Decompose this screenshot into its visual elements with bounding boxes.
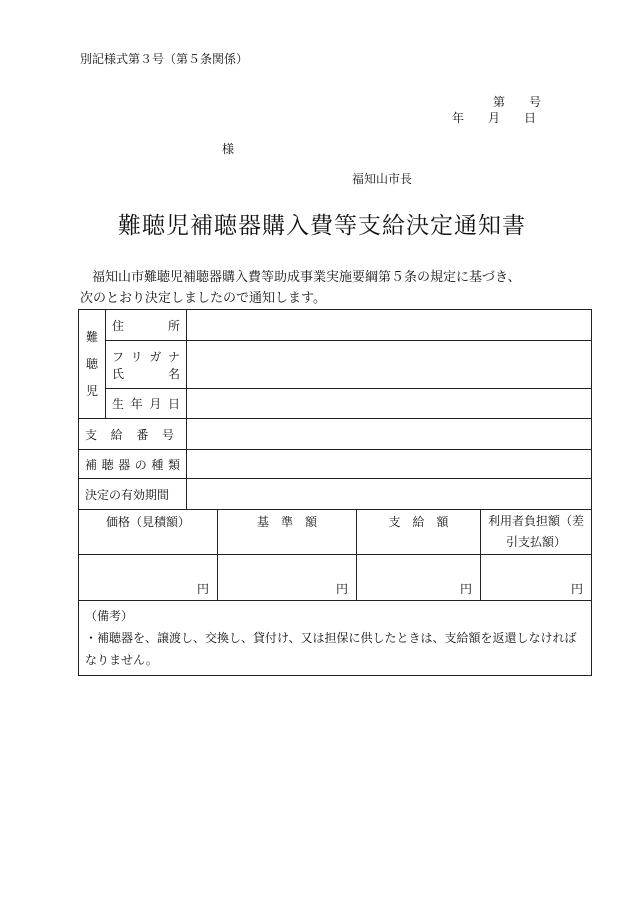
payment-number-label-char: 号: [161, 427, 174, 442]
user-burden-header: 利用者負担額（差引支払額）: [481, 510, 592, 555]
payment-amount-cell[interactable]: [357, 555, 481, 601]
furigana-label-char: フ: [112, 349, 125, 364]
remarks-cell: [79, 601, 592, 676]
document-title: 難聴児補聴器購入費等支給決定通知書: [118, 213, 526, 239]
price-header: 価格（見積額）: [79, 510, 218, 555]
child-group-char-3: 児: [85, 383, 98, 398]
body-text-line-2: 次のとおり決定しましたので通知します。: [80, 291, 326, 306]
standard-yen-label: 円: [335, 582, 348, 596]
birth-label-char: 生: [112, 397, 125, 411]
furigana-label-char: リ: [130, 349, 143, 364]
document-number-line: 第 号: [493, 95, 542, 109]
remarks-text: ・補聴器を、譲渡し、交換し、貸付け、又は担保に供したときは、支給額を返還しなければなりません。: [85, 631, 577, 667]
name-label-char: 名: [167, 366, 180, 381]
payment-number-label-char: 給: [110, 427, 123, 442]
child-group-label: [79, 310, 106, 419]
device-type-label-char: 器: [118, 457, 131, 472]
user-burden-amount-cell[interactable]: [481, 555, 592, 601]
form-number: 別記様式第３号（第５条関係）: [80, 52, 249, 66]
device-type-label-cell: [79, 450, 187, 479]
device-type-label-char: 聴: [101, 457, 114, 472]
birth-date-field[interactable]: [187, 389, 592, 419]
device-type-label-char: 補: [85, 457, 98, 472]
child-group-char-2: 聴: [85, 356, 98, 371]
address-field[interactable]: [187, 310, 592, 341]
validity-period-label: 決定の有効期間: [79, 479, 187, 510]
standard-amount-header: 基 準 額: [218, 510, 357, 555]
address-label-cell: [106, 310, 187, 341]
payment-number-label-cell: [79, 419, 187, 450]
device-type-label-char: 類: [167, 457, 180, 472]
device-type-label: [85, 456, 180, 473]
price-yen-label: 円: [196, 582, 209, 596]
price-amount-cell[interactable]: [79, 555, 218, 601]
device-type-field[interactable]: [187, 450, 592, 479]
decision-table: [78, 309, 592, 676]
body-text-line-1: 福知山市難聴児補聴器購入費等助成事業実施要綱第５条の規定に基づき、: [92, 270, 521, 285]
name-label-char: 氏: [112, 366, 125, 381]
date-line: 年 月 日: [452, 111, 537, 125]
user-burden-yen-label: 円: [570, 582, 583, 596]
payment-amount-header: 支 給 額: [357, 510, 481, 555]
payment-yen-label: 円: [459, 582, 472, 596]
address-label-char: 所: [167, 318, 180, 333]
birth-label-cell: [106, 389, 187, 419]
birth-label: [112, 395, 180, 412]
name-label-cell: [106, 341, 187, 389]
addressee-suffix: 様: [222, 142, 235, 156]
validity-period-field[interactable]: [187, 479, 592, 510]
birth-label-char: 年: [130, 397, 143, 411]
remarks-title: （備考）: [85, 609, 134, 623]
birth-label-char: 日: [167, 397, 180, 411]
device-type-label-char: の: [134, 457, 147, 472]
device-type-label-char: 種: [151, 457, 164, 472]
payment-number-label: [85, 426, 180, 443]
name-label: [112, 365, 180, 382]
payment-number-label-char: 支: [85, 427, 98, 442]
payment-number-label-char: 番: [136, 427, 149, 442]
child-group-char-1: 難: [85, 329, 98, 344]
issuer-name: 福知山市長: [352, 172, 413, 186]
name-field[interactable]: [187, 341, 592, 389]
furigana-label-char: ナ: [167, 349, 180, 364]
furigana-label-char: ガ: [149, 349, 162, 364]
furigana-label: [112, 348, 180, 365]
standard-amount-cell[interactable]: [218, 555, 357, 601]
payment-number-field[interactable]: [187, 419, 592, 450]
birth-label-char: 月: [149, 397, 162, 411]
address-label-char: 住: [112, 318, 125, 333]
address-label: [112, 317, 180, 334]
